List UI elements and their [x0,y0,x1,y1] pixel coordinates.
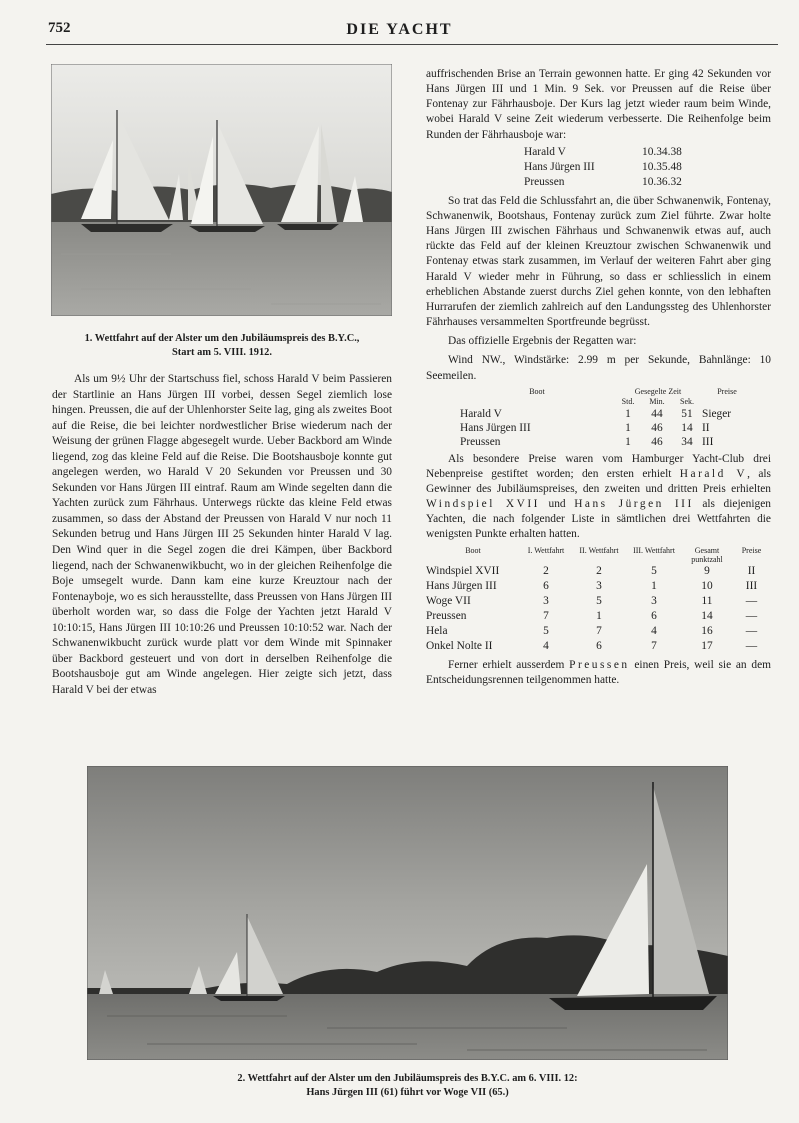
summary-w1: 4 [543,639,549,652]
figure-2-caption [87,1072,728,1100]
table-header-row [460,397,752,407]
results-std: 1 [625,435,631,448]
summary-w3: 7 [651,639,657,652]
results-std: 1 [625,421,631,434]
prize-text-a: Als besondere Preise waren vom Hamburger Yacht-Club drei Nebenpreise gestiftet worden; den ersten erhielt [426,452,771,480]
summary-total: 9 [704,564,710,577]
points-summary-table [426,546,771,654]
results-std: 1 [625,407,631,420]
summary-w2: 7 [596,624,602,637]
table-row [524,145,682,160]
summary-total: 16 [701,624,713,637]
prize-text-e: und [548,498,566,511]
table-row [426,609,771,624]
results-header-boat: Boot [529,386,545,396]
summary-w2: 3 [596,579,602,592]
prize-text-c: , als Gewinner des Jubiläumspreises, den zweiten und dritten Preis erhielten [426,467,771,495]
figure-1-caption [52,332,392,360]
table-row [426,624,771,639]
results-sek: 51 [681,407,693,420]
summary-w3: 1 [651,579,657,592]
results-header-time: Gesegelte Zeit [634,386,682,396]
running-title: DIE YACHT [346,21,453,38]
results-min: 44 [651,407,663,420]
page-number: 752 [48,20,71,36]
results-prize: III [702,435,714,448]
table-row [426,564,771,579]
table-row [426,594,771,609]
final-boat-preussen: Preussen [569,658,630,671]
right-column [426,67,771,688]
left-paragraph-1: Als um 9½ Uhr der Startschuss fiel, schoss Harald V beim Passieren der Startlinie an Hans Jürgen III vorbei, dessen Segel ziemlich lose hingen. Preussen, die auf der Uhlenhorster Seite lag, ging als zweites Boot auf die Reise, die bei leichter nordwestlicher Brise wiederum nach der Weisung der grünen Flagge abgesegelt wurde. Ueber Backbord am Winde liegend, zog das kleine Feld auf die Reise. Die Bootshausboje konnte gut angelegen werden, wo Harald V 20 Sekunden vor Preussen und 30 Sekunden vor Hans Jürgen III eintraf. Raum am Winde segelten dann die Yachten zurück zum Fährhaus. Unterwegs rückte das kleine Feld etwas zusammen, so dass der Abstand der Preussen von Harald V nur noch 11 Sekunden betrug und Hans Jürgen III 25 Sekunden hinter Harald V lag. Den Wind quer in die Segel zogen die drei Kämpen, über Backbord liegend, nach der Schwanenwikbucht, wo in der gleichen Reihenfolge die Boje umsegelt wurde. Dann kam eine kurze Kreuztour nach der Fontenayboje, wo es sich herausstellte, dass Preussen von Hans Jürgen III überholt worden war, so dass die Folge der Yachten jetzt Harald V 10:10:15, Hans Jürgen III 10:10:26 und Preussen 10:10:52 war. Nach der Schwanenwikbucht zurück wurde platt vor dem Winde mit Spinnaker über Backbord gesteuert und von dort in derselben Reihenfolge die Bootshausboje gut am Winde angelegen. Hier zeigte sich jetzt, dass Harald V bei der etwas [52,373,392,696]
rounding-boat: Preussen [524,175,565,188]
right-paragraph-2: So trat das Feld die Schlussfahrt an, die über Schwanenwik, Fontenay, Schwanenwik, Bootshaus, Fontenay zurück zum Ziel führte. Zwar holte Hans Jürgen III zwischen Fährhaus und Schwanenwik etwas auf, auch rückte das Feld auf der kleinen Kreuztour zwischen Schwanenwik und Fontenay etwas stark zusammen, im Verlauf der weiteren Fahrt aber ging Harald V wieder mehr in Führung, so dass er schliesslich in einem erheblichen Abstande zuerst durchs Ziel gehen konnte, von den lebhaften Hurrarufen der ziemlich zahlreich auf den Landungssteg des Uhlenhorster Fährhauses versammelten Sportfreunde begrüsst. [426,194,771,329]
summary-boat: Hela [426,624,448,637]
photo-regatta-second-race [87,766,728,1060]
results-header-std: Std. [621,396,635,406]
summary-w3: 5 [651,564,657,577]
summary-header-prize: Preise [741,545,762,555]
table-header-row [426,546,771,564]
summary-w2: 6 [596,639,602,652]
summary-header-boat: Boot [465,545,481,555]
summary-boat: Woge VII [426,594,471,607]
results-min: 46 [651,435,663,448]
final-text-c: einen Preis, weil sie an dem Entscheidungsrennen teilgenommen hatte. [426,658,771,686]
results-sek: 34 [681,435,693,448]
final-text-a: Ferner erhielt ausserdem [448,658,565,671]
summary-boat: Preussen [426,609,467,622]
summary-boat: Onkel Nolte II [426,639,493,652]
summary-w1: 2 [543,564,549,577]
summary-boat: Hans Jürgen III [426,579,497,592]
results-header-min: Min. [649,396,665,406]
right-paragraph-4: Wind NW., Windstärke: 2.99 m per Sekunde, Bahnlänge: 10 Seemeilen. [426,354,771,382]
figure-2-caption-line1: 2. Wettfahrt auf der Alster um den Jubiläumspreis des B.Y.C. am 6. VIII. 12: [237,1073,578,1084]
summary-total: 17 [701,639,713,652]
summary-prize: — [745,594,758,607]
rounding-boat: Hans Jürgen III [524,160,595,173]
header-rule [46,44,778,45]
summary-prize: — [745,624,758,637]
rounding-time: 10.34.38 [642,145,682,158]
rounding-time: 10.35.48 [642,160,682,173]
summary-prize: II [747,564,756,577]
prize-winner-hans-juergen: Hans Jürgen III [574,498,694,511]
left-column [52,372,392,698]
summary-header-w1: I. Wettfahrt [527,545,565,555]
summary-header-total: Gesamt punktzahl [691,545,723,564]
summary-header-w3: III. Wettfahrt [633,545,675,555]
right-paragraph-6 [426,658,771,688]
results-min: 46 [651,421,663,434]
summary-w3: 4 [651,624,657,637]
summary-w3: 6 [651,609,657,622]
summary-w2: 1 [596,609,602,622]
summary-total: 11 [701,594,713,607]
prize-text-g: als diejenigen Yachten, die nach folgender Liste in sämtlichen drei Wettfahrten die wenigsten Punkte erhalten hatten. [426,498,771,541]
results-prize: II [702,421,710,434]
table-row [460,435,752,449]
summary-w1: 7 [543,609,549,622]
table-row [426,579,771,594]
prize-winner-harald: Harald V [679,467,748,480]
rounding-boat: Harald V [524,145,566,158]
right-paragraph-5 [426,452,771,543]
summary-prize: — [745,609,758,622]
prize-winner-windspiel: Windspiel XVII [426,498,540,511]
table-row [524,160,682,175]
summary-w1: 3 [543,594,549,607]
results-table [460,387,752,449]
summary-total: 10 [701,579,713,592]
results-header-prize: Preise [717,386,737,396]
figure-2-caption-line2: Hans Jürgen III (61) führt vor Woge VII (65.) [306,1087,509,1098]
rounding-times-table [524,145,682,190]
photo-regatta-start [51,64,392,316]
summary-w2: 2 [596,564,602,577]
figure-1-caption-line1: 1. Wettfahrt auf der Alster um den Jubiläumspreis des B.Y.C., [84,333,360,344]
results-boat: Preussen [460,435,501,448]
table-row [426,639,771,654]
summary-w1: 5 [543,624,549,637]
summary-w3: 3 [651,594,657,607]
table-row [460,421,752,435]
summary-w1: 6 [543,579,549,592]
table-row [460,407,752,421]
results-boat: Harald V [460,407,502,420]
summary-header-w2: II. Wettfahrt [579,545,619,555]
summary-prize: — [745,639,758,652]
results-header-sek: Sek. [680,396,694,406]
summary-prize: III [745,579,758,592]
summary-boat: Windspiel XVII [426,564,500,577]
summary-w2: 5 [596,594,602,607]
right-paragraph-3: Das offizielle Ergebnis der Regatten war: [448,335,637,348]
results-prize: Sieger [702,407,732,420]
summary-total: 14 [701,609,713,622]
right-paragraph-1: auffrischenden Brise an Terrain gewonnen hatte. Er ging 42 Sekunden vor Hans Jürgen III und 1 Min. 9 Sek. vor Preussen auf die Reise über Fontenay zur Fährhausboje. Der Kurs lag jetzt wieder raum beim Winde, wobei Harald V seine Zeit wiederum verbesserte. Die Reihenfolge beim Runden der Fährhausboje war: [426,68,771,141]
results-sek: 14 [681,421,693,434]
table-header-row [460,387,752,397]
results-boat: Hans Jürgen III [460,421,531,434]
rounding-time: 10.36.32 [642,175,682,188]
table-row [524,175,682,190]
figure-1-caption-line2: Start am 5. VIII. 1912. [172,347,272,358]
